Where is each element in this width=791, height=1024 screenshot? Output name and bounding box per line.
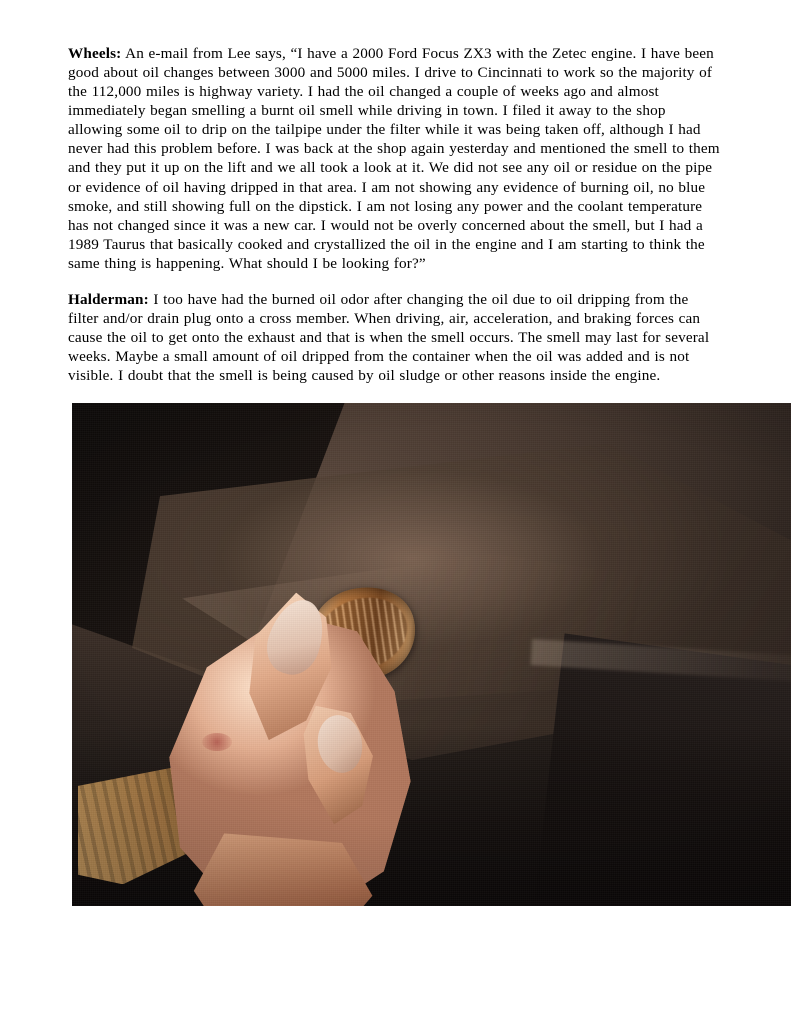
oil-filter-photo: [72, 403, 791, 906]
paragraph-wheels: [68, 44, 723, 273]
paragraph-wheels-text: An e-mail from Lee says, “I have a 2000 Ford Focus ZX3 with the Zetec engine. I have been good about oil changes between 3000 and 5000 miles. I drive to Cincinnati to work so the majority of the 112,000 miles is highway variety. I had the oil changed a couple of weeks ago and almost immediately began smelling a burnt oil smell while driving in town. I filed it away to the shop allowing some oil to drip on the tailpipe under the filter while it was being taken off, although I had never had this problem before. I was back at the shop again yesterday and mentioned the smell to them and they put it up on the lift and we all took a look at it. We did not see any oil or residue on the pipe or evidence of oil having dripped in that area. I am not showing any evidence of burning oil, no blue smoke, and still showing full on the dipstick. I am not losing any power and the coolant temperature has not changed since it was a new car. I would not be overly concerned about the smell, but I had a 1989 Taurus that basically cooked and crystallized the oil in the engine and I am starting to think the same thing is happening. What should I be looking for?”: [68, 45, 720, 272]
speaker-label-wheels: Wheels:: [68, 45, 122, 62]
paragraph-halderman: [68, 290, 723, 385]
paragraph-halderman-text: I too have had the burned oil odor after changing the oil due to oil dripping from the filter and/or drain plug onto a cross member. When driving, air, acceleration, and braking forces can cause the oil to get onto the exhaust and that is when the smell occurs. The smell may last for several weeks. Maybe a small amount of oil dripped from the container when the oil was added and is not visible. I doubt that the smell is being caused by oil sludge or other reasons inside the engine.: [68, 290, 710, 385]
speaker-label-halderman: Halderman:: [68, 290, 149, 308]
